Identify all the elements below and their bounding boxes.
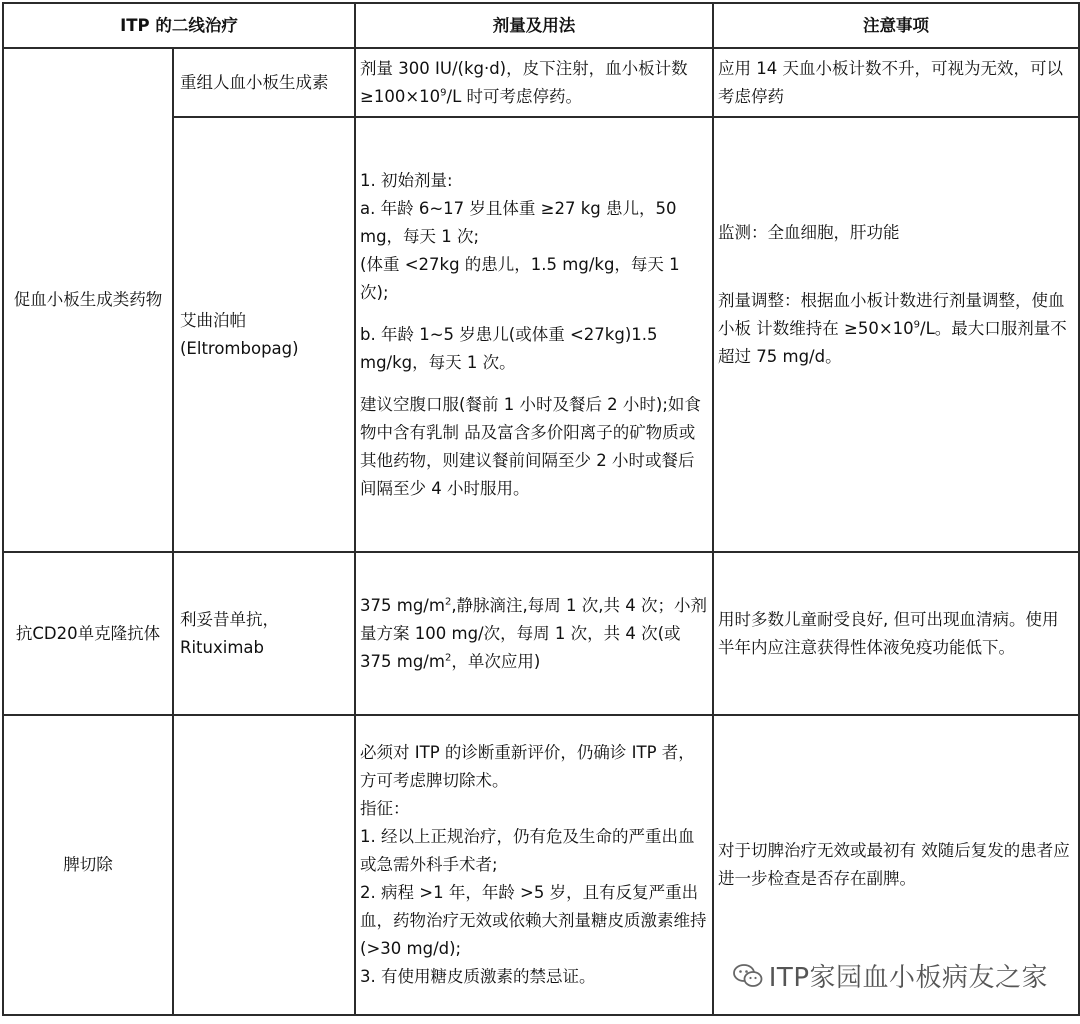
dosage-cell: 剂量 300 IU/(kg·d)，皮下注射，血小板计数 $\ge 100\times 10^9/L$ 时可考虑停药。 bbox=[355, 48, 713, 117]
table-header-row bbox=[3, 3, 1079, 48]
header-notes: 注意事项 bbox=[713, 3, 1079, 48]
dosage-cell: 375 $mg/m^2$,静脉滴注,每周 1 次,共 4 次；小剂量方案 100 mg/次，每周 1 次，共 4 次(或 375 $mg/m^2$，单次应用) bbox=[355, 552, 713, 715]
drug-cell: 重组人血小板生成素 bbox=[173, 48, 355, 117]
drug-cell: 利妥昔单抗， Rituximab bbox=[173, 552, 355, 715]
header-category: ITP 的二线治疗 bbox=[3, 3, 355, 48]
drug-cell bbox=[173, 715, 355, 1015]
notes-cell: 应用 14 天血小板计数不升，可视为无效，可以考虑停药 bbox=[713, 48, 1079, 117]
notes-cell: 用时多数儿童耐受良好, 但可出现血清病。使用半年内应注意获得性体液免疫功能低下。 bbox=[713, 552, 1079, 715]
dosage-cell: 1. 初始剂量: a. 年龄 6~17 岁且体重 ≥27 kg 患儿，50 mg，每天 1 次; (体重 <27kg 的患儿，1.5 mg/kg，每天 1 次); b. 年龄 1~5 岁患儿(或体重 <27kg)1.5 mg/kg，每天 1 次。 建议空腹口服(餐前 1 小时及餐后 2 小时);如食物中含有乳制 品及富含多价阳离子的矿物质或其他药物，则建议餐前间隔至少 2 小时或餐后间隔至少 4 小时服用。 bbox=[355, 117, 713, 552]
itp-second-line-table bbox=[2, 2, 1080, 1016]
drug-cell: 艾曲泊帕 (Eltrombopag) bbox=[173, 117, 355, 552]
watermark bbox=[733, 957, 1048, 994]
header-dosage: 剂量及用法 bbox=[355, 3, 713, 48]
notes-cell: 对于切脾治疗无效或最初有 效随后复发的患者应进一步检查是否存在副脾。 bbox=[713, 715, 1079, 1015]
table-row bbox=[3, 48, 1079, 117]
watermark-text: ITP家园血小板病友之家 bbox=[768, 963, 1048, 993]
notes-cell: 监测：全血细胞，肝功能 剂量调整：根据血小板计数进行剂量调整，使血小板 计数维持在 $\ge 50\times 10^9/L$。最大口服剂量不超过 75 mg/d。 bbox=[713, 117, 1079, 552]
category-cell: 抗CD20单克隆抗体 bbox=[3, 552, 173, 715]
wechat-icon bbox=[733, 963, 763, 989]
table-row bbox=[3, 552, 1079, 715]
category-cell: 促血小板生成类药物 bbox=[3, 48, 173, 552]
category-cell: 脾切除 bbox=[3, 715, 173, 1015]
dosage-cell: 必须对 ITP 的诊断重新评价，仍确诊 ITP 者，方可考虑脾切除术。 指征： 1. 经以上正规治疗，仍有危及生命的严重出血或急需外科手术者; 2. 病程 >1 年，年龄 >5 岁，且有反复严重出血，药物治疗无效或依赖大剂量糖皮质激素维持 (>30 mg/d); 3. 有使用糖皮质激素的禁忌证。 bbox=[355, 715, 713, 1015]
